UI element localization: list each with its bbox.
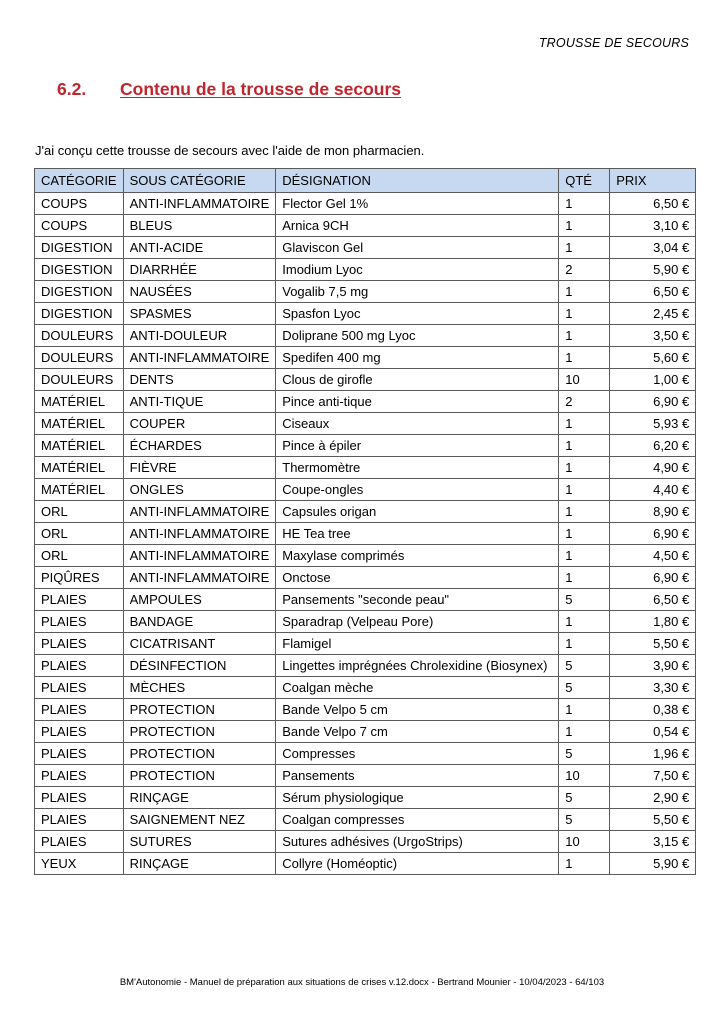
category-cell: COUPS [35,193,124,215]
category-cell: PLAIES [35,743,124,765]
subcategory-cell: PROTECTION [123,743,276,765]
designation-cell: Spedifen 400 mg [276,347,559,369]
price-cell: 3,15 € [610,831,696,853]
quantity-cell: 2 [559,259,610,281]
subcategory-cell: BLEUS [123,215,276,237]
subcategory-cell: RINÇAGE [123,787,276,809]
price-cell: 1,96 € [610,743,696,765]
table-row [35,303,696,325]
quantity-cell: 5 [559,677,610,699]
designation-cell: Coupe-ongles [276,479,559,501]
quantity-cell: 1 [559,281,610,303]
category-cell: MATÉRIEL [35,413,124,435]
table-row [35,259,696,281]
price-cell: 2,90 € [610,787,696,809]
column-header-price: PRIX [610,169,696,193]
subcategory-cell: ANTI-TIQUE [123,391,276,413]
first-aid-kit-table [34,168,696,875]
category-cell: MATÉRIEL [35,457,124,479]
price-cell: 5,93 € [610,413,696,435]
table-row [35,237,696,259]
price-cell: 3,10 € [610,215,696,237]
designation-cell: Bande Velpo 7 cm [276,721,559,743]
category-cell: YEUX [35,853,124,875]
page-footer: BM'Autonomie - Manuel de préparation aux situations de crises v.12.docx - Bertrand Mounier - 10/04/2023 - 64/103 [119,977,605,988]
designation-cell: Capsules origan [276,501,559,523]
table-row [35,457,696,479]
category-cell: PLAIES [35,699,124,721]
category-cell: MATÉRIEL [35,391,124,413]
category-cell: PIQÛRES [35,567,124,589]
quantity-cell: 1 [559,545,610,567]
quantity-cell: 10 [559,765,610,787]
designation-cell: Pince anti-tique [276,391,559,413]
quantity-cell: 1 [559,457,610,479]
price-cell: 8,90 € [610,501,696,523]
quantity-cell: 1 [559,479,610,501]
designation-cell: Coalgan compresses [276,809,559,831]
subcategory-cell: AMPOULES [123,589,276,611]
subcategory-cell: DÉSINFECTION [123,655,276,677]
designation-cell: Bande Velpo 5 cm [276,699,559,721]
designation-cell: Clous de girofle [276,369,559,391]
category-cell: ORL [35,523,124,545]
section-title: Contenu de la trousse de secours [120,79,402,99]
price-cell: 7,50 € [610,765,696,787]
quantity-cell: 1 [559,567,610,589]
designation-cell: Pince à épiler [276,435,559,457]
designation-cell: Maxylase comprimés [276,545,559,567]
table-row [35,193,696,215]
table-row [35,633,696,655]
price-cell: 6,50 € [610,589,696,611]
column-header-quantity: QTÉ [559,169,610,193]
price-cell: 4,90 € [610,457,696,479]
category-cell: PLAIES [35,831,124,853]
price-cell: 6,20 € [610,435,696,457]
table-row [35,809,696,831]
designation-cell: Sutures adhésives (UrgoStrips) [276,831,559,853]
category-cell: PLAIES [35,809,124,831]
quantity-cell: 1 [559,501,610,523]
quantity-cell: 1 [559,237,610,259]
designation-cell: Flector Gel 1% [276,193,559,215]
designation-cell: Lingettes imprégnées Chrolexidine (Biosynex) [276,655,559,677]
designation-cell: Compresses [276,743,559,765]
table-row [35,281,696,303]
category-cell: PLAIES [35,677,124,699]
category-cell: ORL [35,501,124,523]
designation-cell: Imodium Lyoc [276,259,559,281]
table-row [35,545,696,567]
category-cell: MATÉRIEL [35,435,124,457]
price-cell: 3,30 € [610,677,696,699]
category-cell: PLAIES [35,611,124,633]
price-cell: 6,90 € [610,567,696,589]
subcategory-cell: PROTECTION [123,765,276,787]
quantity-cell: 10 [559,369,610,391]
quantity-cell: 1 [559,215,610,237]
designation-cell: Sérum physiologique [276,787,559,809]
quantity-cell: 5 [559,809,610,831]
category-cell: DIGESTION [35,281,124,303]
subcategory-cell: ÉCHARDES [123,435,276,457]
designation-cell: Spasfon Lyoc [276,303,559,325]
designation-cell: Arnica 9CH [276,215,559,237]
table-row [35,523,696,545]
subcategory-cell: ANTI-INFLAMMATOIRE [123,501,276,523]
designation-cell: Doliprane 500 mg Lyoc [276,325,559,347]
table-row [35,721,696,743]
subcategory-cell: ANTI-INFLAMMATOIRE [123,193,276,215]
table-row [35,501,696,523]
quantity-cell: 1 [559,721,610,743]
table-row [35,479,696,501]
table-row [35,369,696,391]
designation-cell: Glaviscon Gel [276,237,559,259]
quantity-cell: 1 [559,611,610,633]
subcategory-cell: SUTURES [123,831,276,853]
price-cell: 5,90 € [610,259,696,281]
quantity-cell: 5 [559,589,610,611]
subcategory-cell: ANTI-INFLAMMATOIRE [123,545,276,567]
table-row [35,743,696,765]
price-cell: 5,50 € [610,633,696,655]
price-cell: 6,90 € [610,391,696,413]
quantity-cell: 5 [559,787,610,809]
subcategory-cell: ANTI-DOULEUR [123,325,276,347]
category-cell: COUPS [35,215,124,237]
quantity-cell: 1 [559,435,610,457]
quantity-cell: 10 [559,831,610,853]
subcategory-cell: ANTI-INFLAMMATOIRE [123,523,276,545]
designation-cell: Thermomètre [276,457,559,479]
subcategory-cell: SAIGNEMENT NEZ [123,809,276,831]
designation-cell: Flamigel [276,633,559,655]
designation-cell: Sparadrap (Velpeau Pore) [276,611,559,633]
price-cell: 0,38 € [610,699,696,721]
price-cell: 2,45 € [610,303,696,325]
category-cell: PLAIES [35,787,124,809]
table-row [35,677,696,699]
table-row [35,853,696,875]
category-cell: DIGESTION [35,259,124,281]
table-row [35,589,696,611]
price-cell: 6,50 € [610,193,696,215]
quantity-cell: 1 [559,699,610,721]
table-row [35,413,696,435]
table-body [35,193,696,875]
designation-cell: Onctose [276,567,559,589]
quantity-cell: 1 [559,413,610,435]
subcategory-cell: BANDAGE [123,611,276,633]
category-cell: PLAIES [35,633,124,655]
subcategory-cell: FIÈVRE [123,457,276,479]
subcategory-cell: ANTI-INFLAMMATOIRE [123,347,276,369]
designation-cell: Pansements [276,765,559,787]
table-row [35,655,696,677]
quantity-cell: 1 [559,523,610,545]
quantity-cell: 5 [559,743,610,765]
subcategory-cell: NAUSÉES [123,281,276,303]
column-header-subcategory: SOUS CATÉGORIE [123,169,276,193]
price-cell: 3,50 € [610,325,696,347]
subcategory-cell: ONGLES [123,479,276,501]
category-cell: MATÉRIEL [35,479,124,501]
subcategory-cell: CICATRISANT [123,633,276,655]
subcategory-cell: ANTI-ACIDE [123,237,276,259]
intro-paragraph: J'ai conçu cette trousse de secours avec l'aide de mon pharmacien. [35,143,425,158]
running-header: TROUSSE DE SECOURS [538,36,689,50]
price-cell: 3,90 € [610,655,696,677]
column-header-designation: DÉSIGNATION [276,169,559,193]
price-cell: 4,50 € [610,545,696,567]
quantity-cell: 1 [559,325,610,347]
category-cell: ORL [35,545,124,567]
price-cell: 1,80 € [610,611,696,633]
category-cell: DOULEURS [35,325,124,347]
designation-cell: Coalgan mèche [276,677,559,699]
category-cell: DIGESTION [35,237,124,259]
price-cell: 4,40 € [610,479,696,501]
category-cell: PLAIES [35,721,124,743]
designation-cell: Vogalib 7,5 mg [276,281,559,303]
table-row [35,567,696,589]
price-cell: 5,60 € [610,347,696,369]
subcategory-cell: RINÇAGE [123,853,276,875]
category-cell: PLAIES [35,655,124,677]
quantity-cell: 1 [559,193,610,215]
table-row [35,435,696,457]
price-cell: 5,50 € [610,809,696,831]
quantity-cell: 1 [559,633,610,655]
table-row [35,215,696,237]
designation-cell: Collyre (Homéoptic) [276,853,559,875]
table-row [35,699,696,721]
category-cell: PLAIES [35,765,124,787]
quantity-cell: 2 [559,391,610,413]
section-heading [57,79,401,100]
category-cell: DOULEURS [35,369,124,391]
subcategory-cell: DIARRHÉE [123,259,276,281]
price-cell: 0,54 € [610,721,696,743]
subcategory-cell: COUPER [123,413,276,435]
quantity-cell: 1 [559,347,610,369]
table-row [35,347,696,369]
table-row [35,765,696,787]
quantity-cell: 5 [559,655,610,677]
subcategory-cell: SPASMES [123,303,276,325]
section-number: 6.2. [57,79,87,99]
designation-cell: HE Tea tree [276,523,559,545]
category-cell: DIGESTION [35,303,124,325]
category-cell: DOULEURS [35,347,124,369]
table-row [35,611,696,633]
subcategory-cell: ANTI-INFLAMMATOIRE [123,567,276,589]
price-cell: 6,50 € [610,281,696,303]
quantity-cell: 1 [559,303,610,325]
price-cell: 6,90 € [610,523,696,545]
table-row [35,325,696,347]
table-header-row [35,169,696,193]
designation-cell: Ciseaux [276,413,559,435]
subcategory-cell: DENTS [123,369,276,391]
quantity-cell: 1 [559,853,610,875]
designation-cell: Pansements "seconde peau" [276,589,559,611]
price-cell: 5,90 € [610,853,696,875]
price-cell: 3,04 € [610,237,696,259]
category-cell: PLAIES [35,589,124,611]
table-row [35,391,696,413]
subcategory-cell: PROTECTION [123,721,276,743]
column-header-category: CATÉGORIE [35,169,124,193]
table-row [35,787,696,809]
subcategory-cell: MÈCHES [123,677,276,699]
price-cell: 1,00 € [610,369,696,391]
subcategory-cell: PROTECTION [123,699,276,721]
table-row [35,831,696,853]
